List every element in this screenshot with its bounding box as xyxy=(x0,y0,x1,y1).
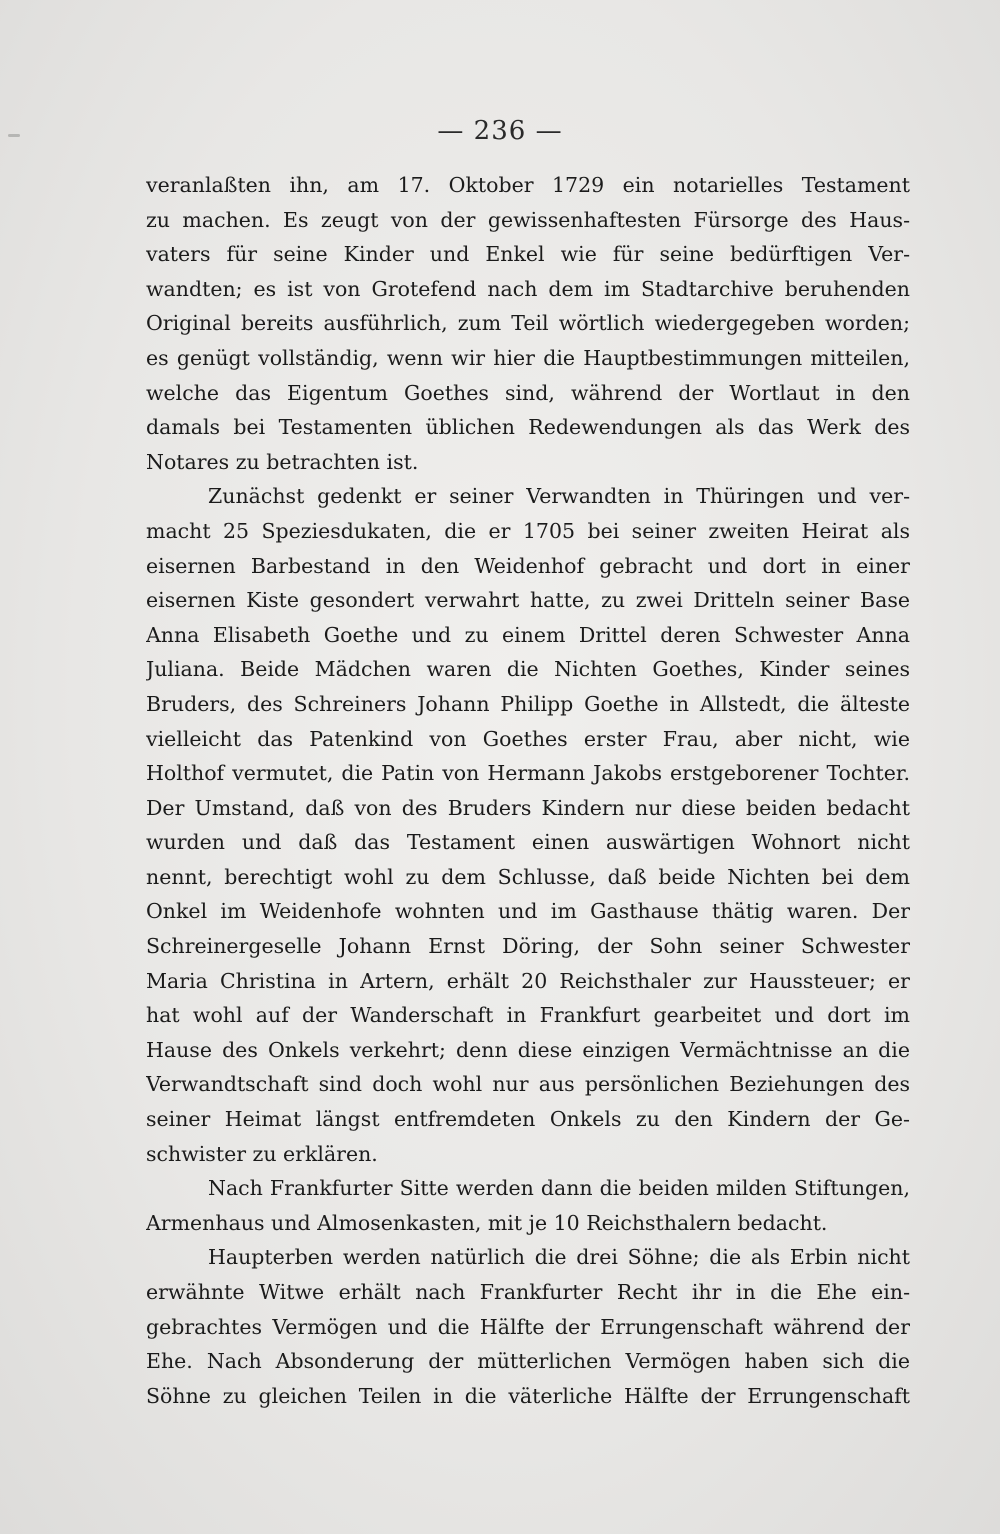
text-line: wandten; es ist von Grotefend nach dem im Stadtarchive beruhenden xyxy=(146,276,910,301)
text-line: eisernen Barbestand in den Weidenhof gebracht und dort in einer xyxy=(146,553,910,578)
text-line: welche das Eigentum Goethes sind, während der Wortlaut in den xyxy=(146,380,910,405)
text-line: schwister zu erklären. xyxy=(146,1141,378,1166)
text-line: Haupterben werden natürlich die drei Söhne; die als Erbin nicht xyxy=(208,1245,910,1270)
text-line: vielleicht das Patenkind von Goethes erster Frau, aber nicht, wie xyxy=(146,726,910,751)
text-line: Schreinergeselle Johann Ernst Döring, der Sohn seiner Schwester xyxy=(146,934,910,959)
body-text xyxy=(146,168,910,1413)
text-line: veranlaßten ihn, am 17. Oktober 1729 ein notarielles Testament xyxy=(146,173,910,197)
text-line: Notares zu betrachten ist. xyxy=(146,449,419,474)
text-line: zu machen. Es zeugt von der gewissenhaftesten Fürsorge des Haus- xyxy=(146,207,910,232)
text-line: hat wohl auf der Wanderschaft in Frankfurt gearbeitet und dort im xyxy=(146,1003,910,1028)
text-line: Original bereits ausführlich, zum Teil wörtlich wiedergegeben worden; xyxy=(146,311,910,336)
text-line: Holthof vermutet, die Patin von Hermann Jakobs erstgeborener Tochter. xyxy=(146,761,910,786)
text-line: eisernen Kiste gesondert verwahrt hatte, zu zwei Dritteln seiner Base xyxy=(146,588,910,613)
text-line: macht 25 Speziesdukaten, die er 1705 bei seiner zweiten Heirat als xyxy=(146,518,910,543)
text-line: Ehe. Nach Absonderung der mütterlichen Vermögen haben sich die xyxy=(146,1349,910,1374)
page-number: — 236 — xyxy=(437,116,563,146)
text-line: vaters für seine Kinder und Enkel wie für seine bedürftigen Ver- xyxy=(146,242,910,267)
text-line: Bruders, des Schreiners Johann Philipp Goethe in Allstedt, die älteste xyxy=(146,691,910,716)
text-line: erwähnte Witwe erhält nach Frankfurter Recht ihr in die Ehe ein- xyxy=(146,1280,910,1304)
text-line: Armenhaus und Almosenkasten, mit je 10 Reichsthalern bedacht. xyxy=(146,1210,828,1235)
text-line: gebrachtes Vermögen und die Hälfte der Errungenschaft während der xyxy=(146,1314,910,1339)
text-line: nennt, berechtigt wohl zu dem Schlusse, daß beide Nichten bei dem xyxy=(146,864,910,889)
text-line: Nach Frankfurter Sitte werden dann die beiden milden Stiftungen, xyxy=(208,1176,910,1201)
text-line: seiner Heimat längst entfremdeten Onkels zu den Kindern der Ge- xyxy=(146,1107,910,1132)
text-line: Söhne zu gleichen Teilen in die väterliche Hälfte der Errungenschaft xyxy=(146,1383,910,1408)
text-line: wurden und daß das Testament einen auswärtigen Wohnort nicht xyxy=(146,830,910,855)
text-line: Hause des Onkels verkehrt; denn diese einzigen Vermächtnisse an die xyxy=(146,1037,910,1062)
text-line: Onkel im Weidenhofe wohnten und im Gasthause thätig waren. Der xyxy=(146,899,910,924)
text-line: Der Umstand, daß von des Bruders Kindern nur diese beiden bedacht xyxy=(146,795,910,820)
text-line: Maria Christina in Artern, erhält 20 Reichsthaler zur Haussteuer; er xyxy=(146,968,910,993)
text-line: Zunächst gedenkt er seiner Verwandten in Thüringen und ver- xyxy=(208,484,910,509)
text-line: damals bei Testamenten üblichen Redewendungen als das Werk des xyxy=(146,415,910,440)
text-line: Juliana. Beide Mädchen waren die Nichten Goethes, Kinder seines xyxy=(146,657,910,682)
text-line: Anna Elisabeth Goethe und zu einem Drittel deren Schwester Anna xyxy=(146,622,910,647)
text-line: es genügt vollständig, wenn wir hier die Hauptbestimmungen mitteilen, xyxy=(146,345,910,370)
text-line: Verwandtschaft sind doch wohl nur aus persönlichen Beziehungen des xyxy=(146,1072,910,1097)
